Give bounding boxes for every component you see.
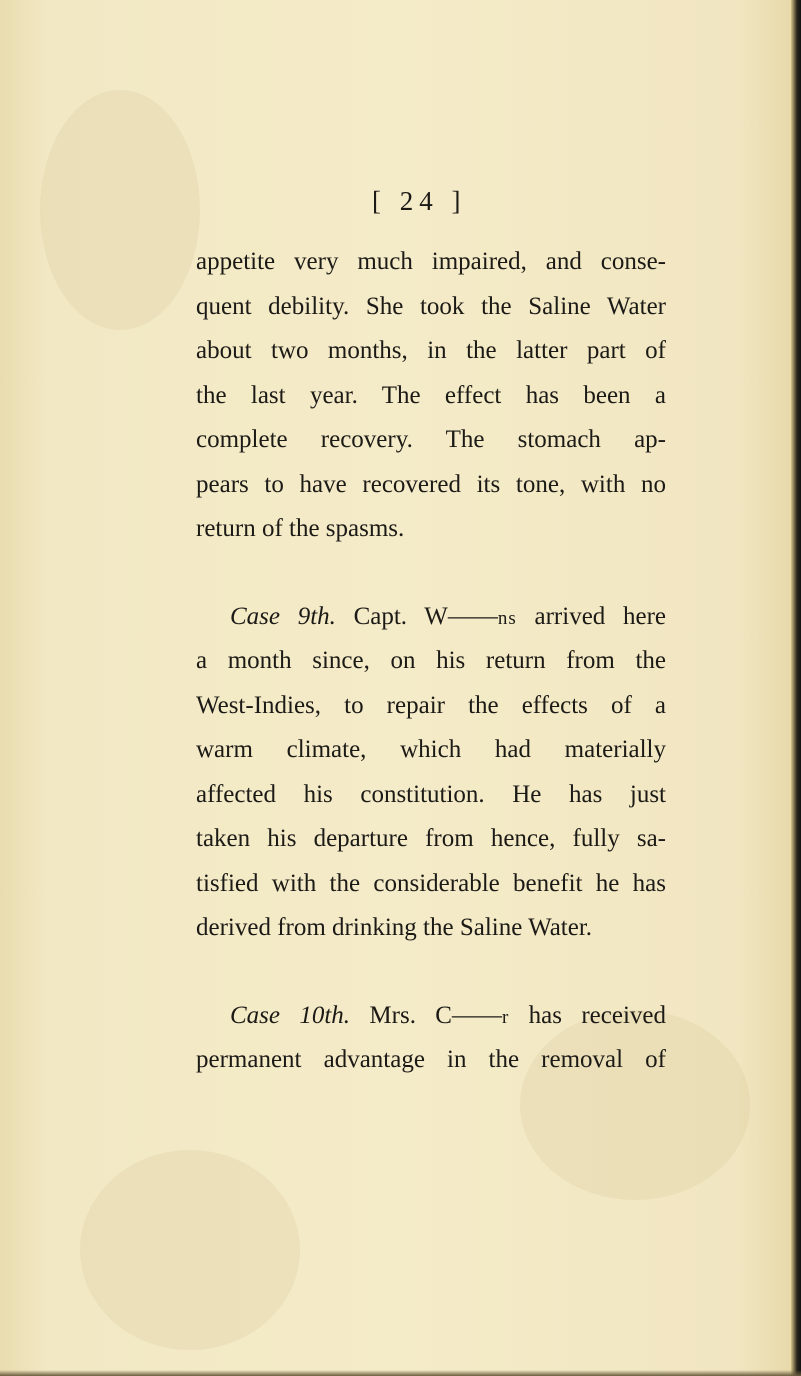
page-bottom-shadow — [0, 1370, 801, 1376]
text-line: taken his departure from hence, fully sa- — [196, 825, 666, 852]
paragraph-case-9 — [196, 595, 666, 951]
page-number: [ 24 ] — [372, 186, 467, 216]
text-line: permanent advantage in the removal of — [196, 1046, 666, 1073]
text-line: complete recovery. The stomach ap- — [196, 426, 666, 453]
text-line: warm climate, which had materially — [196, 736, 666, 763]
case-name-prefix: Mrs. C — [369, 1001, 452, 1029]
page-stain — [40, 90, 200, 330]
paragraph-case-10 — [196, 994, 666, 1083]
case-line-rest: arrived here — [534, 602, 667, 630]
paragraph — [196, 240, 666, 552]
page-text — [196, 240, 666, 1083]
text-line: the last year. The effect has been a — [196, 381, 666, 409]
case-heading-line — [196, 994, 666, 1039]
text-line: pears to have recovered its tone, with no — [196, 470, 666, 498]
case-label: Case 9th. — [230, 602, 336, 630]
page-stain — [80, 1150, 300, 1350]
case-name-prefix: Capt. W — [353, 602, 448, 630]
text-line: quent debility. She took the Saline Water — [196, 292, 666, 320]
text-line: West-Indies, to repair the effects of a — [196, 691, 666, 719]
text-line: return of the spasms. — [196, 515, 405, 542]
name-dash: —— — [447, 602, 498, 630]
text-line: tisfied with the considerable benefit he has — [196, 869, 666, 897]
case-heading-line — [196, 595, 666, 640]
text-line: affected his constitution. He has just — [196, 780, 666, 808]
name-dash: —— — [451, 1001, 502, 1029]
page-edge-shadow — [791, 0, 801, 1376]
case-line-rest: has received — [528, 1001, 667, 1029]
name-suffix: r — [501, 1006, 510, 1028]
case-label: Case 10th. — [230, 1001, 351, 1029]
text-line: derived from drinking the Saline Water. — [196, 914, 593, 941]
text-line: about two months, in the latter part of — [196, 337, 666, 364]
text-line: a month since, on his return from the — [196, 647, 666, 674]
text-line: appetite very much impaired, and conse- — [196, 248, 666, 275]
name-suffix: ns — [497, 607, 517, 629]
